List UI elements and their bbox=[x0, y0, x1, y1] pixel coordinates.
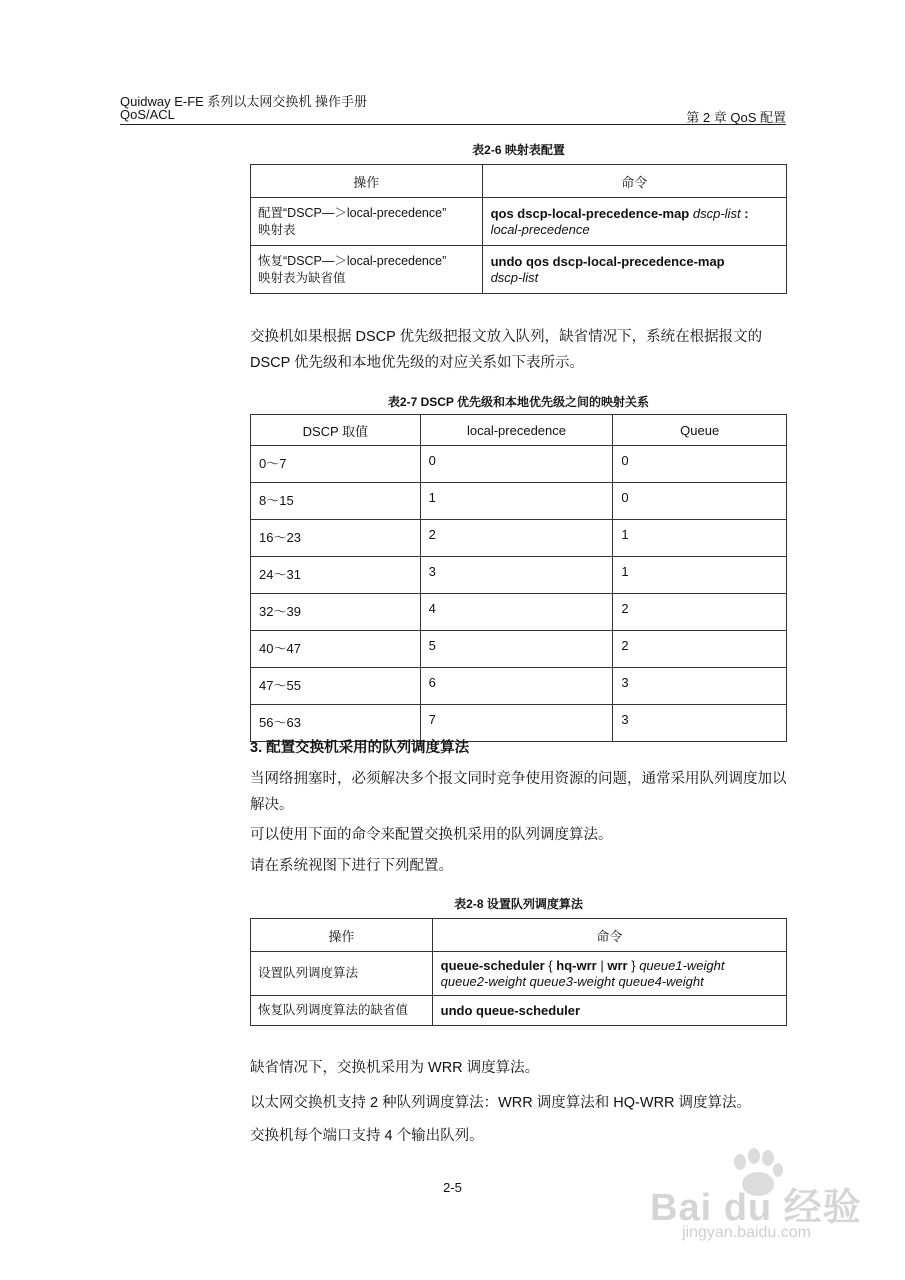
table-cell: 1 bbox=[613, 520, 787, 557]
command-arg: queue1-weight bbox=[639, 957, 725, 973]
body-paragraph: 请在系统视图下进行下列配置。 bbox=[250, 858, 453, 874]
table-row bbox=[251, 520, 787, 557]
table-cell bbox=[251, 246, 483, 294]
table-row bbox=[251, 557, 787, 594]
table-header-cell: Queue bbox=[613, 415, 787, 446]
table-header-cell: 操作 bbox=[251, 919, 433, 952]
op-text: 恢复队列调度算法的缺省值 bbox=[258, 1003, 409, 1017]
table-row bbox=[251, 594, 787, 631]
table-cell: 32～39 bbox=[251, 594, 421, 631]
header-rule bbox=[120, 124, 786, 125]
table-row bbox=[251, 483, 787, 520]
table-cell: 40～47 bbox=[251, 631, 421, 668]
body-paragraph: 交换机如果根据 DSCP 优先级把报文放入队列，缺省情况下，系统在根据报文的 DSCP 优先级和本地优先级的对应关系如下表所示。 bbox=[250, 329, 763, 371]
op-text: 设置队列调度算法 bbox=[258, 966, 359, 980]
command-brace: } bbox=[631, 957, 636, 973]
table-cell: 5 bbox=[420, 631, 613, 668]
table-row bbox=[251, 198, 787, 246]
table-header-cell: 命令 bbox=[482, 165, 786, 198]
table-cell: 1 bbox=[420, 483, 613, 520]
command-sep: : bbox=[744, 205, 749, 221]
table-cell: 6 bbox=[420, 668, 613, 705]
table-cell bbox=[251, 198, 483, 246]
op-text: 恢复“DSCP—＞local-precedence” bbox=[258, 253, 447, 268]
table-2-7 bbox=[250, 414, 787, 742]
table-header-cell: 命令 bbox=[432, 919, 786, 952]
table-cell: 0 bbox=[613, 446, 787, 483]
table-header-row bbox=[251, 165, 787, 198]
table-cell: 3 bbox=[420, 557, 613, 594]
table-cell: 2 bbox=[613, 594, 787, 631]
command-arg: dscp-list bbox=[692, 205, 741, 221]
table-header-cell: local-precedence bbox=[420, 415, 613, 446]
table-cell bbox=[482, 246, 786, 294]
command-arg: dscp-list bbox=[490, 269, 539, 285]
table-2-6 bbox=[250, 164, 787, 294]
table-cell bbox=[251, 952, 433, 996]
table-header-cell: 操作 bbox=[251, 165, 483, 198]
table-cell: 4 bbox=[420, 594, 613, 631]
command-keyword: undo queue-scheduler bbox=[440, 1002, 581, 1018]
table-row bbox=[251, 446, 787, 483]
table-cell: 0 bbox=[420, 446, 613, 483]
table-cell: 3 bbox=[613, 668, 787, 705]
table-cell: 8～15 bbox=[251, 483, 421, 520]
table-header-cell: DSCP 取值 bbox=[251, 415, 421, 446]
manual-subtitle: QoS/ACL bbox=[120, 107, 175, 122]
table-row bbox=[251, 631, 787, 668]
command-arg: local-precedence bbox=[490, 221, 590, 237]
table-cell bbox=[432, 952, 786, 996]
table-cell: 2 bbox=[420, 520, 613, 557]
command-keyword: qos dscp-local-precedence-map bbox=[490, 205, 690, 221]
op-text: 映射表为缺省值 bbox=[258, 270, 346, 285]
op-text: 映射表 bbox=[258, 222, 296, 237]
watermark-brand: Bai du 经验 bbox=[650, 1187, 862, 1229]
table-cell bbox=[251, 996, 433, 1026]
watermark-url: jingyan.baidu.com bbox=[682, 1224, 811, 1241]
table-cell: 16～23 bbox=[251, 520, 421, 557]
command-arg: queue2-weight queue3-weight queue4-weight bbox=[440, 973, 704, 989]
table-cell: 3 bbox=[613, 705, 787, 742]
body-paragraph: 交换机每个端口支持 4 个输出队列。 bbox=[250, 1128, 484, 1144]
body-paragraph: 可以使用下面的命令来配置交换机采用的队列调度算法。 bbox=[250, 827, 613, 843]
table-cell: 0 bbox=[613, 483, 787, 520]
page-number: 2-5 bbox=[443, 1180, 462, 1195]
table-header-row bbox=[251, 415, 787, 446]
table-row bbox=[251, 952, 787, 996]
table-cell: 7 bbox=[420, 705, 613, 742]
table-2-8 bbox=[250, 918, 787, 1026]
command-pipe: | bbox=[600, 957, 604, 973]
body-paragraph: 当网络拥塞时，必须解决多个报文同时竞争使用资源的问题，通常采用队列调度加以解决。 bbox=[250, 771, 787, 813]
command-keyword: undo qos dscp-local-precedence-map bbox=[490, 253, 725, 269]
body-paragraph: 以太网交换机支持 2 种队列调度算法：WRR 调度算法和 HQ-WRR 调度算法。 bbox=[250, 1095, 752, 1111]
manual-title: Quidway E-FE 系列以太网交换机 操作手册 bbox=[120, 94, 368, 109]
table-cell bbox=[482, 198, 786, 246]
table-cell bbox=[432, 996, 786, 1026]
command-brace: { bbox=[548, 957, 553, 973]
table-header-row bbox=[251, 919, 787, 952]
command-keyword: wrr bbox=[607, 957, 628, 973]
table-cell: 47～55 bbox=[251, 668, 421, 705]
table-cell: 56～63 bbox=[251, 705, 421, 742]
table-cell: 24～31 bbox=[251, 557, 421, 594]
table-cell: 0～7 bbox=[251, 446, 421, 483]
op-text: 配置“DSCP—＞local-precedence” bbox=[258, 205, 447, 220]
table-row bbox=[251, 246, 787, 294]
body-paragraph: 缺省情况下，交换机采用为 WRR 调度算法。 bbox=[250, 1060, 540, 1076]
table-2-8-caption: 表2-8 设置队列调度算法 bbox=[454, 897, 583, 911]
section-title: 3. 配置交换机采用的队列调度算法 bbox=[250, 740, 470, 756]
table-row bbox=[251, 668, 787, 705]
table-cell: 2 bbox=[613, 631, 787, 668]
command-keyword: queue-scheduler bbox=[440, 957, 545, 973]
table-2-6-caption: 表2-6 映射表配置 bbox=[472, 143, 565, 157]
table-cell: 1 bbox=[613, 557, 787, 594]
command-keyword: hq-wrr bbox=[556, 957, 597, 973]
table-2-7-caption: 表2-7 DSCP 优先级和本地优先级之间的映射关系 bbox=[387, 395, 650, 409]
chapter-title: 第 2 章 QoS 配置 bbox=[686, 110, 786, 125]
table-row bbox=[251, 996, 787, 1026]
